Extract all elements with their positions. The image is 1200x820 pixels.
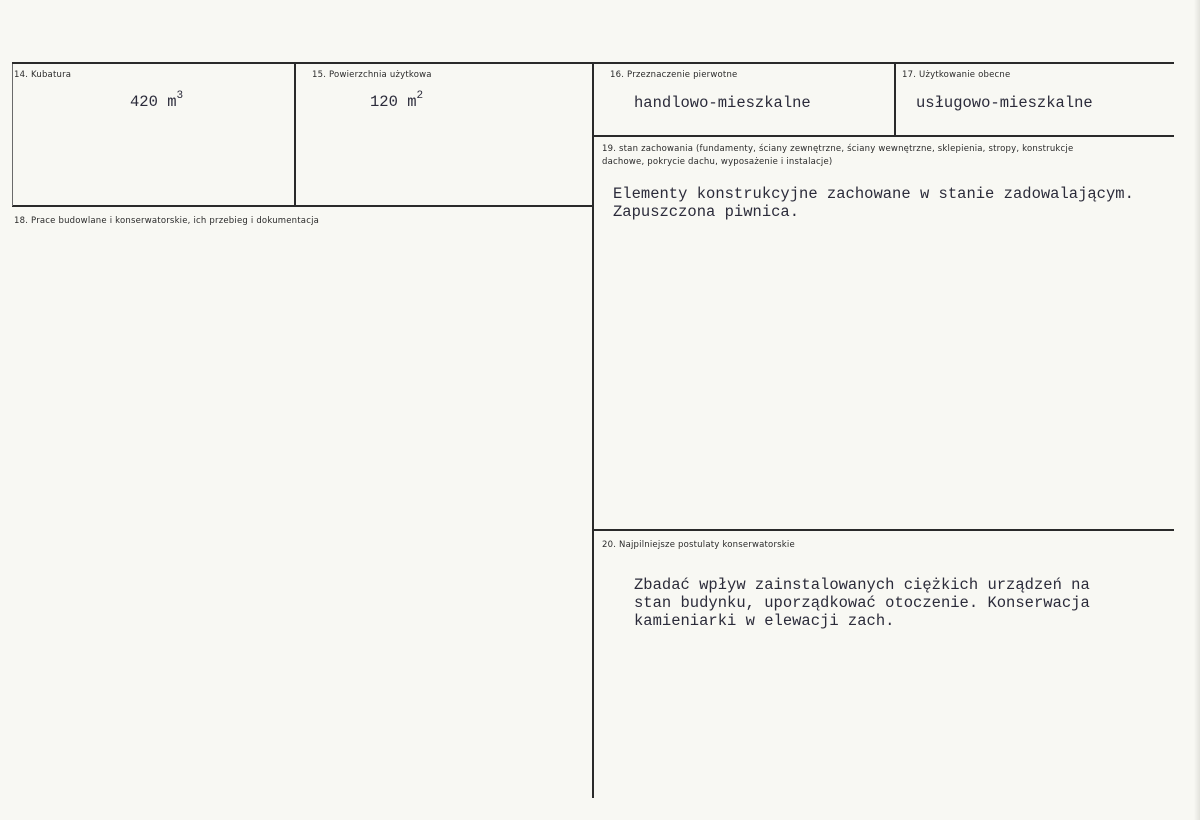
field-15-value-text: 120 m [370, 93, 417, 112]
field-20-label: 20. Najpilniejsze postulaty konserwatorskie [602, 540, 795, 550]
vertical-divider-main [592, 64, 594, 798]
vertical-divider-16-17 [894, 64, 896, 136]
left-border-line [12, 64, 13, 206]
horizontal-line-19-bottom [594, 529, 1174, 531]
field-18-label: 18. Prace budowlane i konserwatorskie, ich przebieg i dokumentacja [14, 216, 320, 226]
field-19-value: Elementy konstrukcyjne zachowane w stanie zadowalającym. Zapuszczona piwnica. [613, 185, 1134, 221]
field-19-label: 19. stan zachowania (fundamenty, ściany zewnętrzne, ściany wewnętrzne, sklepienia, stropy, konstrukcje dachowe, pokrycie dachu, wyposażenie i instalacje) [602, 144, 1074, 167]
horizontal-line-14-15-bottom [12, 205, 592, 207]
field-15-unit-exponent: 2 [416, 90, 424, 102]
field-15-label: 15. Powierzchnia użytkowa [312, 70, 432, 80]
field-16-value: handlowo-mieszkalne [634, 94, 811, 112]
field-14-unit-exponent: 3 [176, 90, 184, 102]
field-17-value: usługowo-mieszkalne [916, 94, 1093, 112]
vertical-divider-14-15 [294, 64, 296, 206]
field-14-value [130, 92, 183, 111]
field-14-label: 14. Kubatura [14, 70, 72, 80]
field-17-label: 17. Użytkowanie obecne [902, 70, 1011, 80]
card-edge-shadow [1194, 0, 1200, 820]
field-20-value: Zbadać wpływ zainstalowanych ciężkich urządzeń na stan budynku, uporządkować otoczenie. Konserwacja kamieniarki w elewacji zach. [634, 576, 1090, 630]
horizontal-line-16-17-bottom [594, 135, 1174, 137]
field-14-value-text: 420 m [130, 93, 177, 112]
field-15-value [370, 92, 423, 111]
field-16-label: 16. Przeznaczenie pierwotne [610, 70, 738, 80]
